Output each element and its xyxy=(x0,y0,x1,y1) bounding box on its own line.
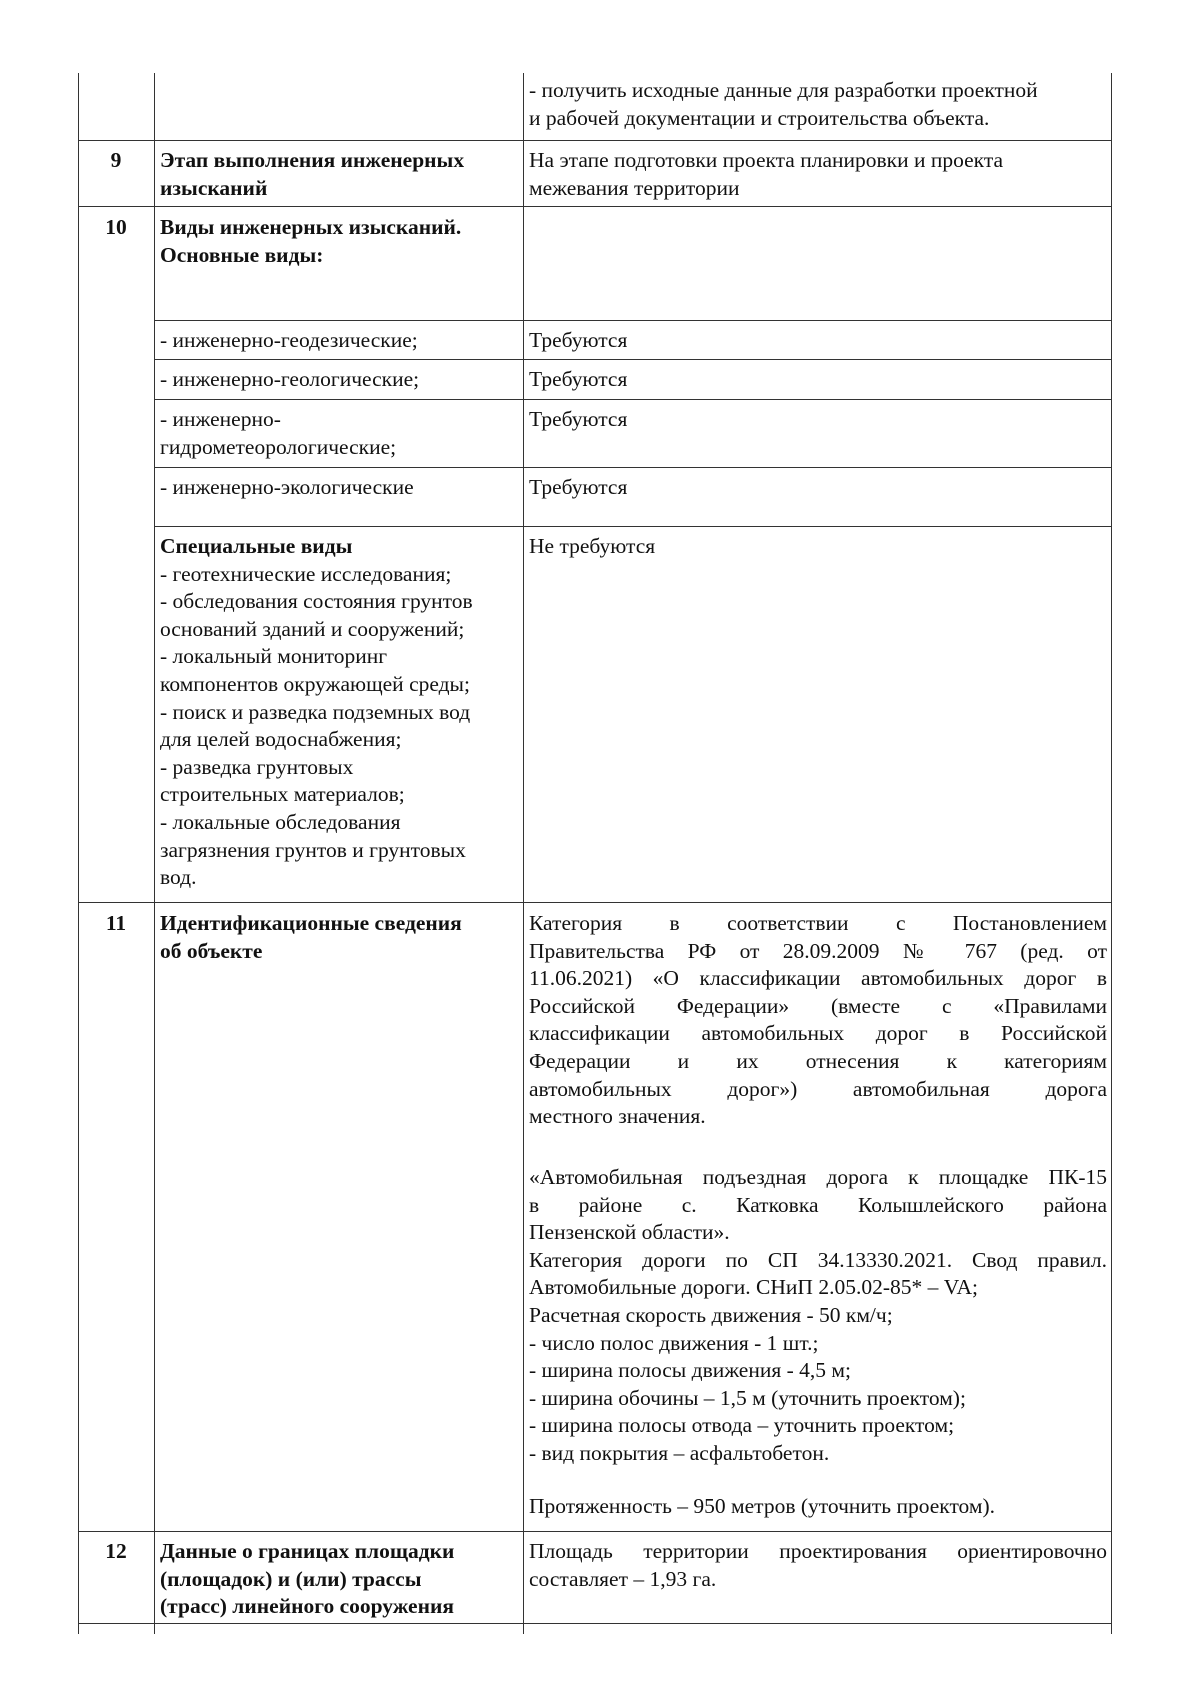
row-border xyxy=(154,526,1112,527)
row-value: На этапе подготовки проекта планировки и проекта межевания территории xyxy=(529,148,1004,200)
row-title: Этап выполнения инженерных изысканий xyxy=(160,148,465,200)
table-border-col1 xyxy=(154,73,155,1634)
road-length: Протяженность – 950 метров (уточнить проектом). xyxy=(529,1494,996,1518)
survey-type-label: - инженерно-геологические; xyxy=(160,367,420,391)
table-border-left xyxy=(78,73,79,1634)
row-border xyxy=(78,1623,1112,1624)
identification-paragraph-1: Категория в соответствии с Постановлением Правительства РФ от 28.09.2009 № 767 (ред. от 11.06.2021) «О классификации автомобильных дорог в Российской Федерации» (вместе с «Правилами классификации автомобильных дорог в Российской Федерации и их отнесения к категориям автомобильных дорог») автомобильная дорога местного значения. xyxy=(529,911,1107,1129)
special-types-value: Не требуются xyxy=(529,534,656,558)
survey-type-label: - инженерно-экологические xyxy=(160,475,414,499)
identification-paragraph-2: «Автомобильная подъездная дорога к площадке ПК-15 в районе с. Катковка Колышлейского района Пензенской области». Категория дороги по СП 34.13330.2021. Свод правил. Автомобильные дороги. СНиП 2.05.02-85* – VA; Расчетная скорость движения - 50 км/ч; - число полос движения - 1 шт.; - ширина полосы движения - 4,5 м; - ширина обочины – 1,5 м (уточнить проектом); - ширина полосы отвода – уточнить проектом; - вид покрытия – асфальтобетон. xyxy=(529,1165,1107,1465)
survey-type-label: - инженерно-геодезические; xyxy=(160,328,418,352)
survey-type-value: Требуются xyxy=(529,407,628,431)
row-border xyxy=(78,206,1112,207)
row-border xyxy=(154,467,1112,468)
row-number: 12 xyxy=(105,1539,127,1563)
row-number: 9 xyxy=(110,148,122,172)
row-border xyxy=(78,1531,1112,1532)
row-border xyxy=(78,140,1112,141)
row-border xyxy=(154,399,1112,400)
row-border xyxy=(154,359,1112,360)
special-types: Специальные виды - геотехнические исследования; - обследования состояния грунтов оснований зданий и сооружений; - локальный мониторинг компонентов окружающей среды; - поиск и разведка подземных вод для целей водоснабжения; - разведка грунтовых строительных материалов; - локальные обследования загрязнения грунтов и грунтовых вод. xyxy=(160,534,473,890)
row-border xyxy=(154,320,1112,321)
survey-type-value: Требуются xyxy=(529,475,628,499)
row-value: Площадь территории проектирования ориентировочно составляет – 1,93 га. xyxy=(529,1539,1107,1591)
row-title: Виды инженерных изысканий. Основные виды: xyxy=(160,215,462,267)
row-title: Идентификационные сведения об объекте xyxy=(160,911,462,963)
row-title: Данные о границах площадки (площадок) и (или) трассы (трасс) линейного сооружения xyxy=(160,1539,455,1619)
survey-type-label: - инженерно- гидрометеорологические; xyxy=(160,407,397,459)
row-border xyxy=(78,902,1112,903)
table-border-col2 xyxy=(523,73,524,1634)
survey-type-value: Требуются xyxy=(529,367,628,391)
continuation-text: - получить исходные данные для разработки проектной и рабочей документации и строительства объекта. xyxy=(529,78,1038,130)
row-number: 10 xyxy=(105,215,127,239)
survey-type-value: Требуются xyxy=(529,328,628,352)
table-border-right xyxy=(1111,73,1112,1634)
row-number: 11 xyxy=(105,911,127,935)
